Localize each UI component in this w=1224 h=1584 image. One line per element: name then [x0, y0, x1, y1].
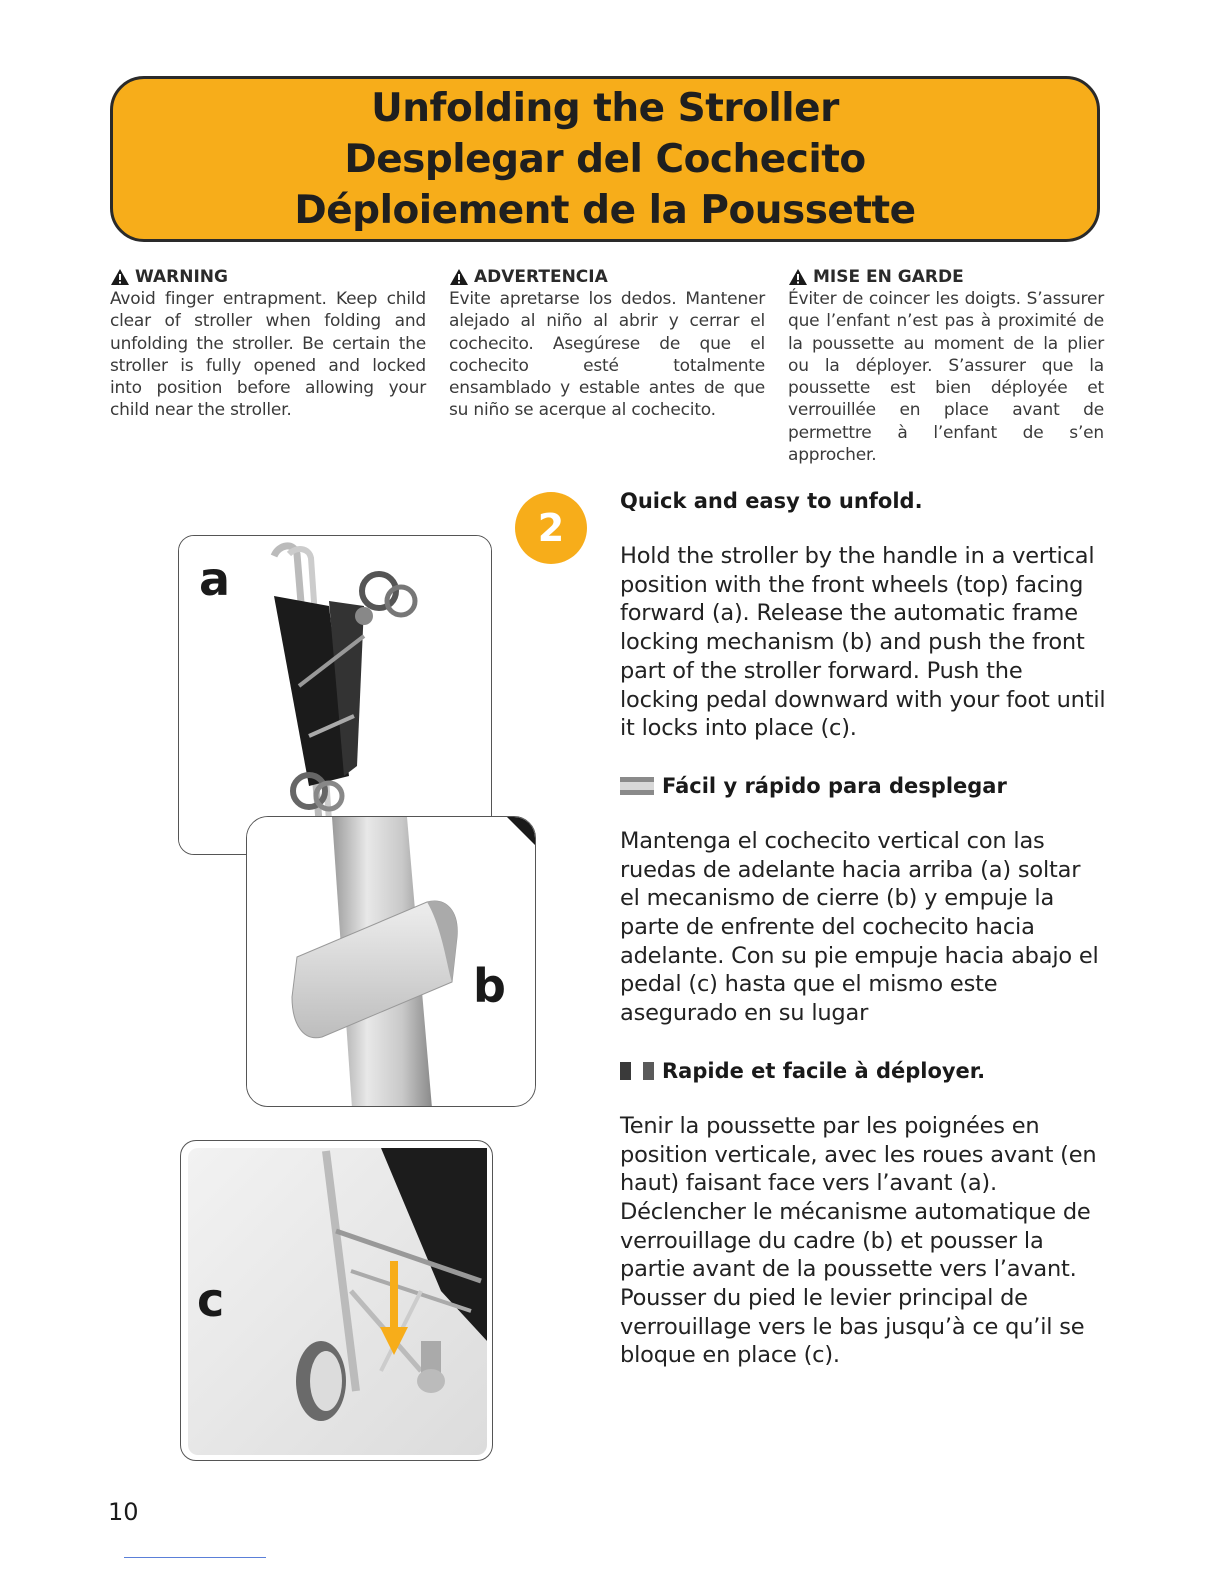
figure-label-a: a	[199, 552, 231, 606]
warning-title: WARNING	[135, 267, 228, 287]
figure-b	[246, 816, 536, 1107]
title-banner	[110, 76, 1100, 242]
warning-triangle-icon	[110, 268, 130, 286]
spanish-heading: Fácil y rápido para desplegar	[620, 771, 1106, 801]
warning-title: ADVERTENCIA	[474, 267, 608, 287]
instructions	[620, 486, 1106, 1398]
warning-triangle-icon	[449, 268, 469, 286]
footer-rule	[124, 1557, 266, 1558]
figure-c	[180, 1140, 493, 1461]
title-spanish: Desplegar del Cochecito	[344, 136, 866, 182]
french-instructions: Tenir la poussette par les poignées en position verticale, avec les roues avant (en haut) faisant face vers l’avant (a). Déclencher le mécanisme automatique de verrouillage du cadre (b) et pousser la partie avant de la poussette vers l’avant. Pousser du pied le levier principal de verrouillage vers le bas jusqu’à ce qu’il se bloque en place (c).	[620, 1112, 1097, 1369]
warning-english	[110, 266, 426, 422]
warning-title: MISE EN GARDE	[813, 267, 964, 287]
warning-text: Avoid finger entrapment. Keep child clear of stroller when folding and unfolding the stroller. Be certain the stroller is fully opened and locked into position before allowing your child near the stroller.	[110, 289, 426, 421]
figure-label-b: b	[473, 959, 506, 1013]
page-number: 10	[108, 1498, 139, 1526]
warning-spanish	[449, 266, 765, 422]
locking-pedal-illustration	[181, 1141, 493, 1461]
france-flag-icon	[620, 1062, 654, 1080]
french-heading: Rapide et facile à déployer.	[620, 1056, 1106, 1086]
english-heading: Quick and easy to unfold.	[620, 489, 923, 513]
english-instructions: Hold the stroller by the handle in a vertical position with the front wheels (top) facing forward (a). Release the automatic frame locking mechanism (b) and push the front part of the stroller forward. Push the locking pedal downward with your foot until it locks into place (c).	[620, 543, 1106, 742]
spanish-instructions: Mantenga el cochecito vertical con las ruedas de adelante hacia arriba (a) soltar el mecanismo de cierre (b) y empuje la parte de enfrente del cochecito hacia adelante. Con su pie empuje hacia abajo el pedal (c) hasta que el mismo este asegurado en su lugar	[620, 827, 1099, 1027]
spain-flag-icon	[620, 777, 654, 795]
warning-triangle-icon	[788, 268, 808, 286]
warning-french	[788, 266, 1104, 466]
warning-text: Éviter de coincer les doigts. S’assurer que l’enfant n’est pas à proximité de la poussette au moment de la plier ou la déployer. S’assurer que la poussette est bien déployée et verrouillée en place avant de permettre à l’enfant de s’en approcher.	[788, 289, 1104, 466]
title-english: Unfolding the Stroller	[371, 85, 839, 131]
figure-a	[178, 535, 492, 855]
step-number-badge: 2	[515, 492, 587, 564]
title-french: Déploiement de la Poussette	[294, 187, 916, 233]
figure-label-c: c	[197, 1273, 225, 1327]
warning-text: Evite apretarse los dedos. Mantener alejado al niño al abrir y cerrar el cochecito. Asegúrese de que el cochecito esté totalmente ensamblado y estable antes de que su niño se acerque al cochecito.	[449, 289, 765, 421]
